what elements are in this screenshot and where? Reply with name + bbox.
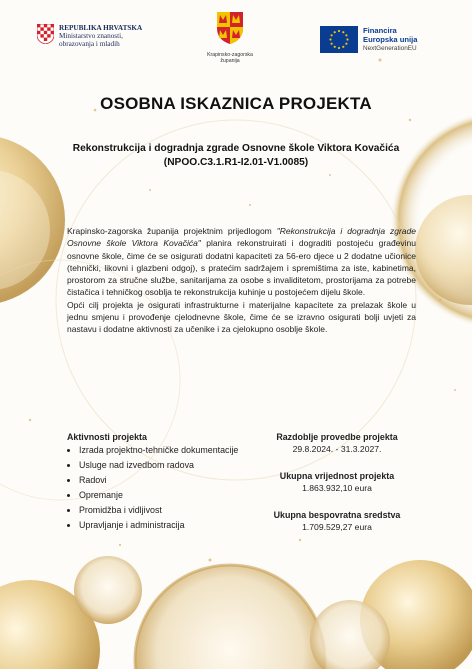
description-paragraph-1 [67, 225, 416, 299]
county-logo [195, 10, 265, 64]
fact-period [248, 431, 426, 455]
description-quoted-title: "Rekonstrukcija i dogradnja zgrade Osnovne škole Viktora Kovačića" [67, 226, 416, 249]
ministry-logo-line1: REPUBLIKA HRVATSKA [59, 24, 143, 32]
list-item: • Upravljanje i administracija [79, 519, 242, 531]
list-item: • Opremanje [79, 489, 242, 501]
page-title: OSOBNA ISKAZNICA PROJEKTA [100, 94, 372, 113]
description-paragraph-2: Opći cilj projekta je osigurati infrastrukturne i materijalne kapacitete za prelazak škole u jednu smjenu i provođenje cjelodnevne škole, čime će se izravno osigurati bolji uvjeti za nastavu i dodatne aktivnosti za učenike i za cjelokupno osoblje škole. [67, 299, 416, 335]
eu-flag-icon [320, 26, 358, 53]
project-name: Rekonstrukcija i dogradnja zgrade Osnovne škole Viktora Kovačića [72, 143, 400, 154]
grant-label: Ukupna bespovratna sredstva [273, 510, 401, 520]
activities-list [67, 444, 242, 531]
project-facts [248, 431, 426, 548]
eu-logo-line2: Europska unija [363, 35, 418, 44]
project-subtitle [30, 142, 442, 170]
eu-logo [320, 26, 417, 53]
period-label: Razdoblje provedbe projekta [276, 432, 398, 442]
list-item: • Usluge nad izvedbom radova [79, 459, 242, 471]
total-value-label: Ukupna vrijednost projekta [279, 471, 395, 481]
list-item: • Promidžba i vidljivost [79, 504, 242, 516]
project-description [67, 225, 416, 336]
description-intro: Krapinsko-zagorska županija projektnim prijedlogom [67, 226, 277, 236]
ministry-logo-line3: obrazovanja i mladih [59, 40, 120, 49]
period-value: 29.8.2024. - 31.3.2027. [292, 444, 382, 454]
eu-logo-line3: NextGenerationEU [363, 45, 417, 52]
fact-total-value [248, 470, 426, 494]
ministry-logo-line2: Ministarstvo znanosti, [59, 32, 123, 41]
eu-logo-line1: Financira [363, 26, 397, 35]
description-rest: planira rekonstruirati i dograditi postojeću građevinu osnovne škole, čime će se osigurati dodatni kapaciteti za 56-ero djece u 2 dodatne učionice (tehnički, likovni i glazbeni odgoj), s pratećim sadržajem i spremištima za iste, kabinetima, prostorom za stručne službe, sanitarijama za osobe s invaliditetom, prostorijama za potrebe čistačica i tehničkog osoblja te rekonstrukcija kuhinje u postojećem dijelu škole. [67, 238, 416, 298]
county-coat-of-arms-icon [215, 10, 245, 45]
county-logo-line1: Krapinsko-zagorska [207, 52, 253, 58]
grant-amount: 1.709.529,27 eura [302, 522, 372, 532]
activities-section [67, 431, 242, 534]
activities-heading: Aktivnosti projekta [67, 432, 147, 442]
project-code: (NPOO.C3.1.R1-I2.01-V1.0085) [163, 157, 309, 168]
logo-bar [0, 0, 472, 90]
list-item: • Radovi [79, 474, 242, 486]
county-logo-line2: županija [220, 58, 240, 64]
total-value-amount: 1.863.932,10 eura [302, 483, 372, 493]
ministry-logo [37, 24, 142, 49]
list-item: • Izrada projektno-tehničke dokumentacije [79, 444, 242, 456]
croatian-coat-of-arms-icon [37, 24, 54, 44]
fact-grant [248, 509, 426, 533]
